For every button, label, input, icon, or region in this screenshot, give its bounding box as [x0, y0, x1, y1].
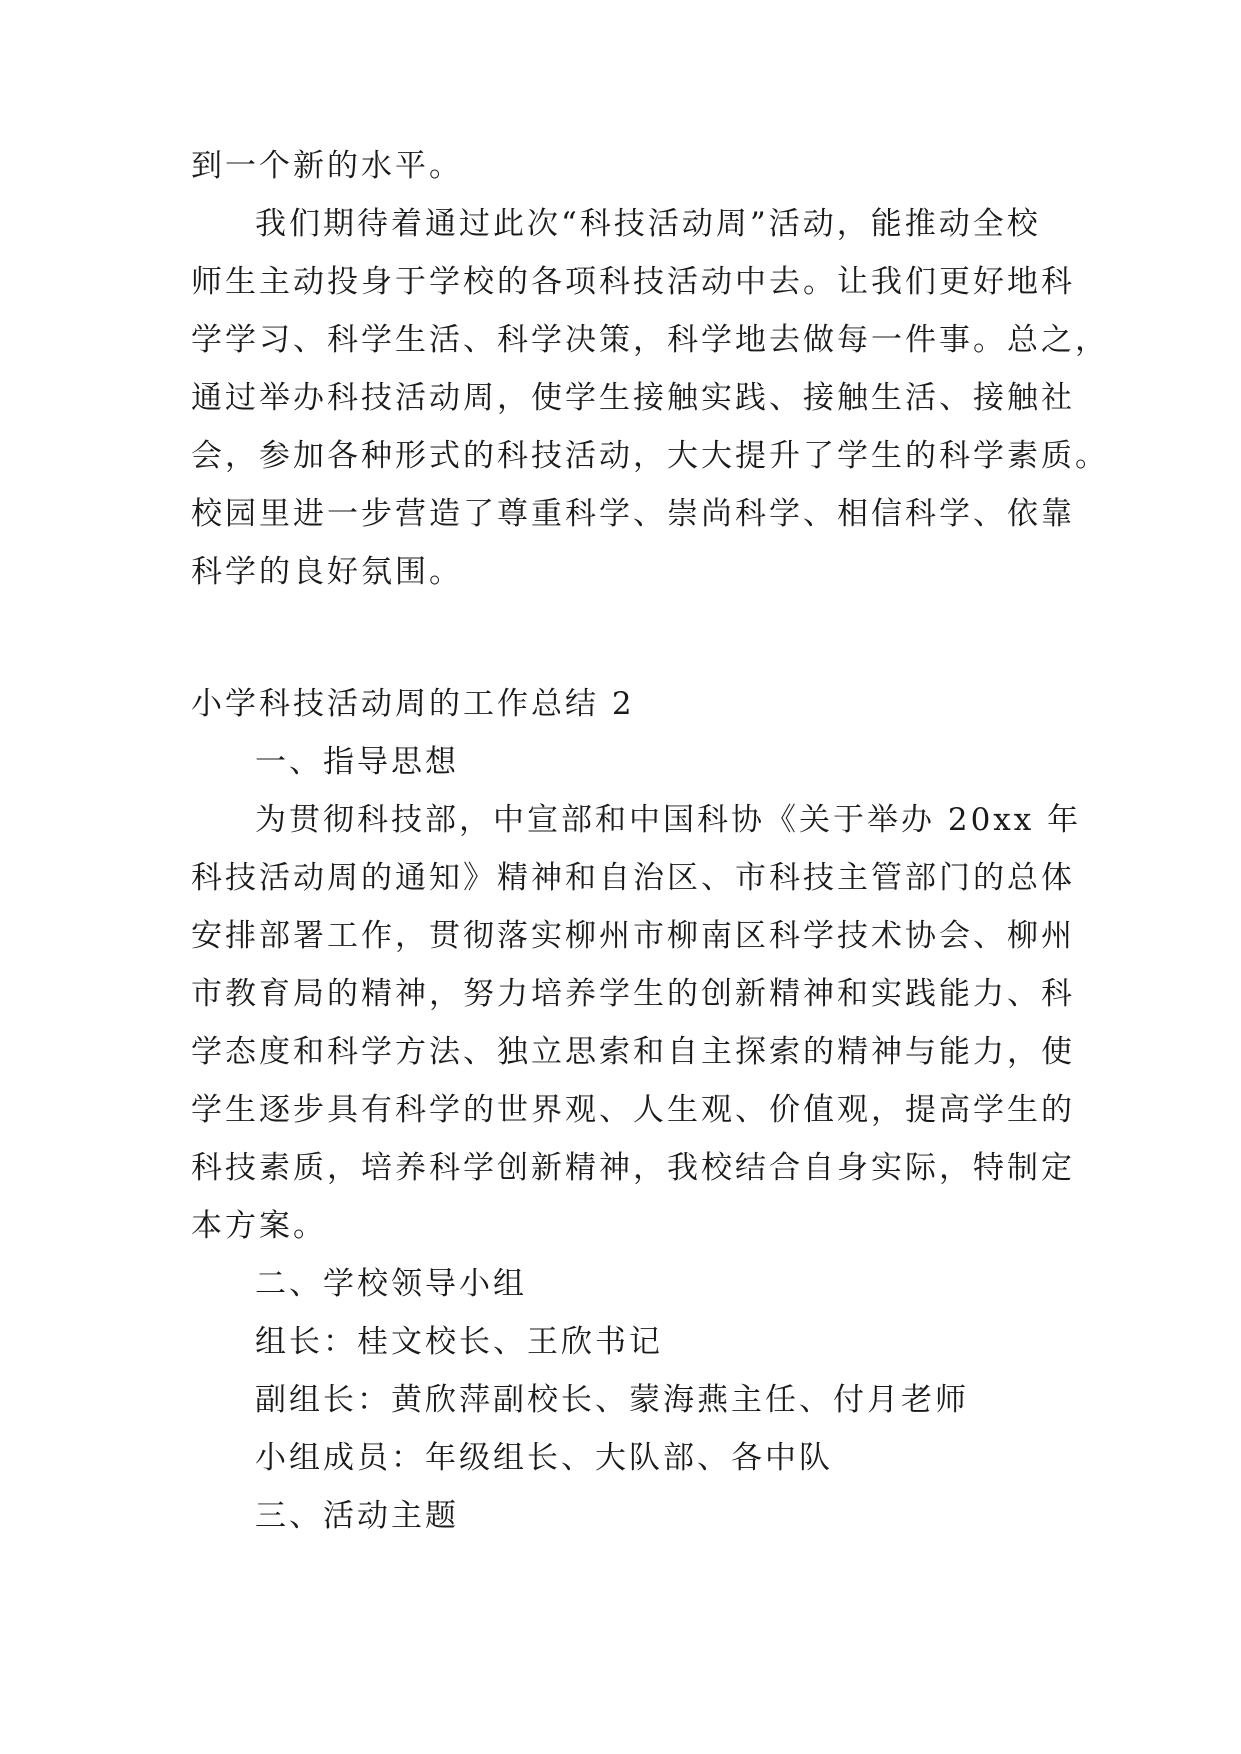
paragraph-line: 本方案。	[191, 1208, 327, 1244]
paragraph-line: 会，参加各种形式的科技活动，大大提升了学生的科学素质。	[191, 438, 1109, 474]
deputy-leader-line: 副组长：黄欣萍副校长、蒙海燕主任、付月老师	[255, 1382, 969, 1418]
paragraph-line: 科技素质，培养科学创新精神，我校结合自身实际，特制定	[191, 1150, 1075, 1186]
paragraph-line: 科技活动周的通知》精神和自治区、市科技主管部门的总体	[191, 860, 1075, 896]
paragraph-line: 师生主动投身于学校的各项科技活动中去。让我们更好地科	[191, 264, 1075, 300]
section-title: 小学科技活动周的工作总结 2	[191, 686, 635, 722]
paragraph-line: 市教育局的精神，努力培养学生的创新精神和实践能力、科	[191, 976, 1075, 1012]
paragraph-line: 安排部署工作，贯彻落实柳州市柳南区科学技术协会、柳州	[191, 918, 1075, 954]
heading-leadership-group: 二、学校领导小组	[255, 1266, 527, 1302]
group-members-line: 小组成员：年级组长、大队部、各中队	[255, 1440, 833, 1476]
section-2-text	[191, 675, 1082, 1545]
section-1-text	[191, 137, 1109, 601]
group-leader-line: 组长：桂文校长、王欣书记	[255, 1324, 663, 1360]
paragraph-line: 学学习、科学生活、科学决策，科学地去做每一件事。总之，	[191, 322, 1109, 358]
paragraph-line: 学态度和科学方法、独立思索和自主探索的精神与能力，使	[191, 1034, 1075, 1070]
paragraph-line: 科学的良好氛围。	[191, 554, 463, 590]
paragraph-line: 到一个新的水平。	[191, 148, 463, 184]
paragraph-line: 学生逐步具有科学的世界观、人生观、价值观，提高学生的	[191, 1092, 1075, 1128]
paragraph-line: 为贯彻科技部，中宣部和中国科协《关于举办 20xx 年	[255, 802, 1082, 838]
heading-activity-theme: 三、活动主题	[255, 1498, 459, 1534]
heading-guiding-thought: 一、指导思想	[255, 744, 459, 780]
paragraph-line: 校园里进一步营造了尊重科学、崇尚科学、相信科学、依靠	[191, 496, 1075, 532]
paragraph-line: 通过举办科技活动周，使学生接触实践、接触生活、接触社	[191, 380, 1075, 416]
paragraph-line: 我们期待着通过此次“科技活动周”活动，能推动全校	[255, 206, 1041, 242]
